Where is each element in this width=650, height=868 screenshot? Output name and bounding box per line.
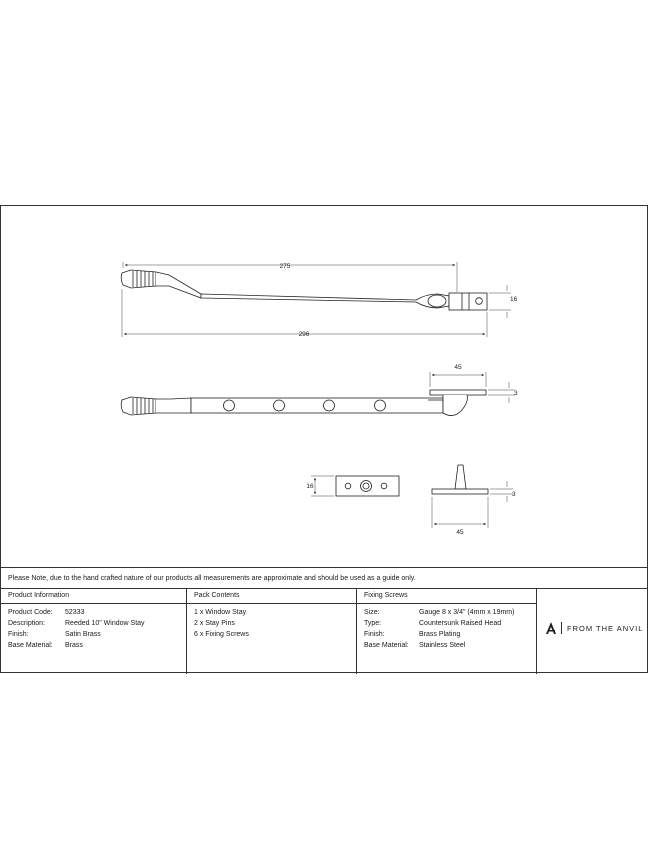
top-view [121,270,487,310]
dim-296: 296 [298,331,310,338]
pin-plate-side [432,465,488,494]
dim-275: 275 [279,263,291,270]
base-material-row: Base Material: Brass [8,642,83,649]
pack-contents-heading: Pack Contents [187,589,356,604]
pack-contents-panel [187,589,357,674]
brand-panel [537,589,647,674]
drawing-area [1,206,649,566]
technical-drawing-sheet [0,205,648,673]
product-code-row: Product Code: 52333 [8,609,85,616]
dim-16-top: 16 [510,296,518,303]
dim-45-side: 45 [454,364,462,371]
brand-name: FROM THE ANVIL [567,623,644,633]
screw-type-row: Type: Countersunk Raised Head [364,620,502,627]
description-row: Description: Reeded 10" Window Stay [8,620,145,627]
fixing-screws-heading: Fixing Screws [357,589,536,604]
pack-item: 2 x Stay Pins [194,620,235,627]
brand-logo [545,621,643,635]
product-information-panel [1,589,187,674]
measurement-note: Please Note, due to the hand crafted nature of our products all measurements are approximate and should be used as a guide only. [1,567,647,589]
screw-size-row: Size: Gauge 8 x 3/4" (4mm x 19mm) [364,609,515,616]
side-view [121,390,486,416]
dim-3-side: 3 [514,390,518,397]
fixing-screws-panel [357,589,537,674]
screw-base-material-row: Base Material: Stainless Steel [364,642,466,649]
pack-item: 6 x Fixing Screws [194,631,249,638]
product-information-heading: Product Information [1,589,186,604]
finish-row: Finish: Satin Brass [8,631,101,638]
dim-45-pin: 45 [456,529,464,536]
pack-item: 1 x Window Stay [194,609,247,616]
anvil-a-icon [545,621,557,635]
pin-plate-front [336,476,399,496]
screw-finish-row: Finish: Brass Plating [364,631,461,638]
dim-16-pin: 16 [306,483,314,490]
dim-3-pin: 3 [512,491,516,498]
logo-divider [561,622,562,634]
